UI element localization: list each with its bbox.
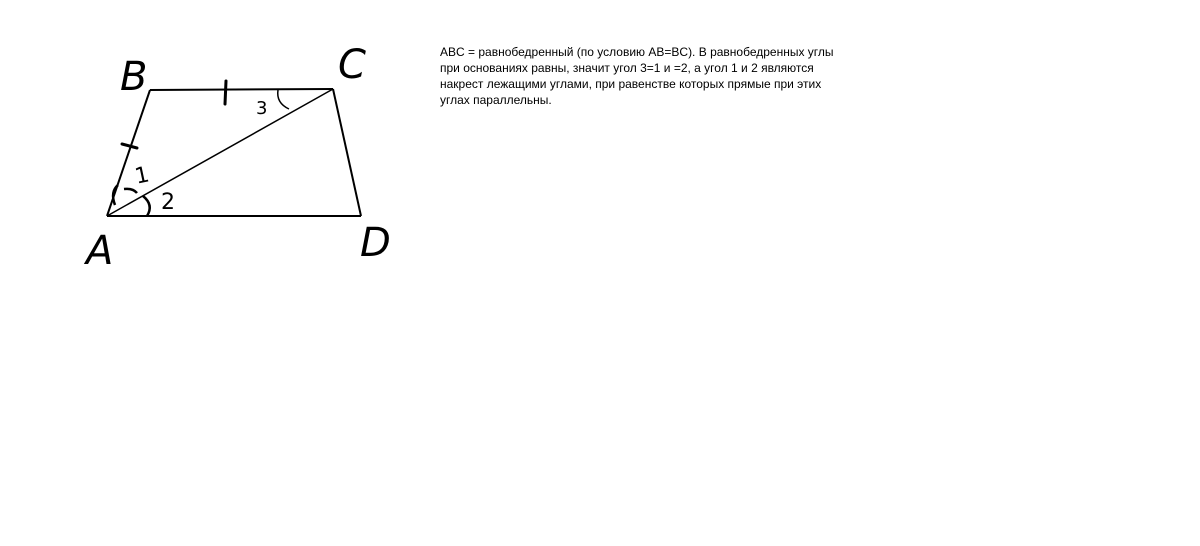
angle-label-3: 3 [256, 98, 268, 119]
vertex-label-c: C [338, 42, 366, 88]
vertex-label-b: B [120, 54, 148, 100]
explanation-line: накрест лежащими углами, при равенстве которых прямые при этих [440, 77, 822, 91]
angle-label-2: 2 [161, 190, 175, 215]
tick-mark-ab [122, 144, 137, 148]
explanation-line: углах параллельны. [440, 93, 552, 107]
explanation-line: при основаниях равны, значит угол 3=1 и =2, а угол 1 и 2 являются [440, 61, 814, 75]
angle-label-1: 1 [132, 162, 152, 190]
vertex-label-d: D [360, 220, 391, 266]
side-cd [333, 89, 361, 216]
trapezoid-diagram [0, 0, 420, 300]
diagonal-ac [107, 89, 333, 216]
angle-arc-1-b [124, 189, 137, 193]
vertex-label-a: A [86, 228, 114, 274]
angle-arc-2 [143, 196, 150, 216]
explanation-text [440, 44, 880, 108]
tick-mark-bc [225, 81, 226, 104]
explanation-line: ABC = равнобедренный (по условию AB=BC). В равнобедренных углы [440, 45, 834, 59]
angle-arc-3 [278, 90, 289, 109]
side-bc [150, 89, 333, 90]
